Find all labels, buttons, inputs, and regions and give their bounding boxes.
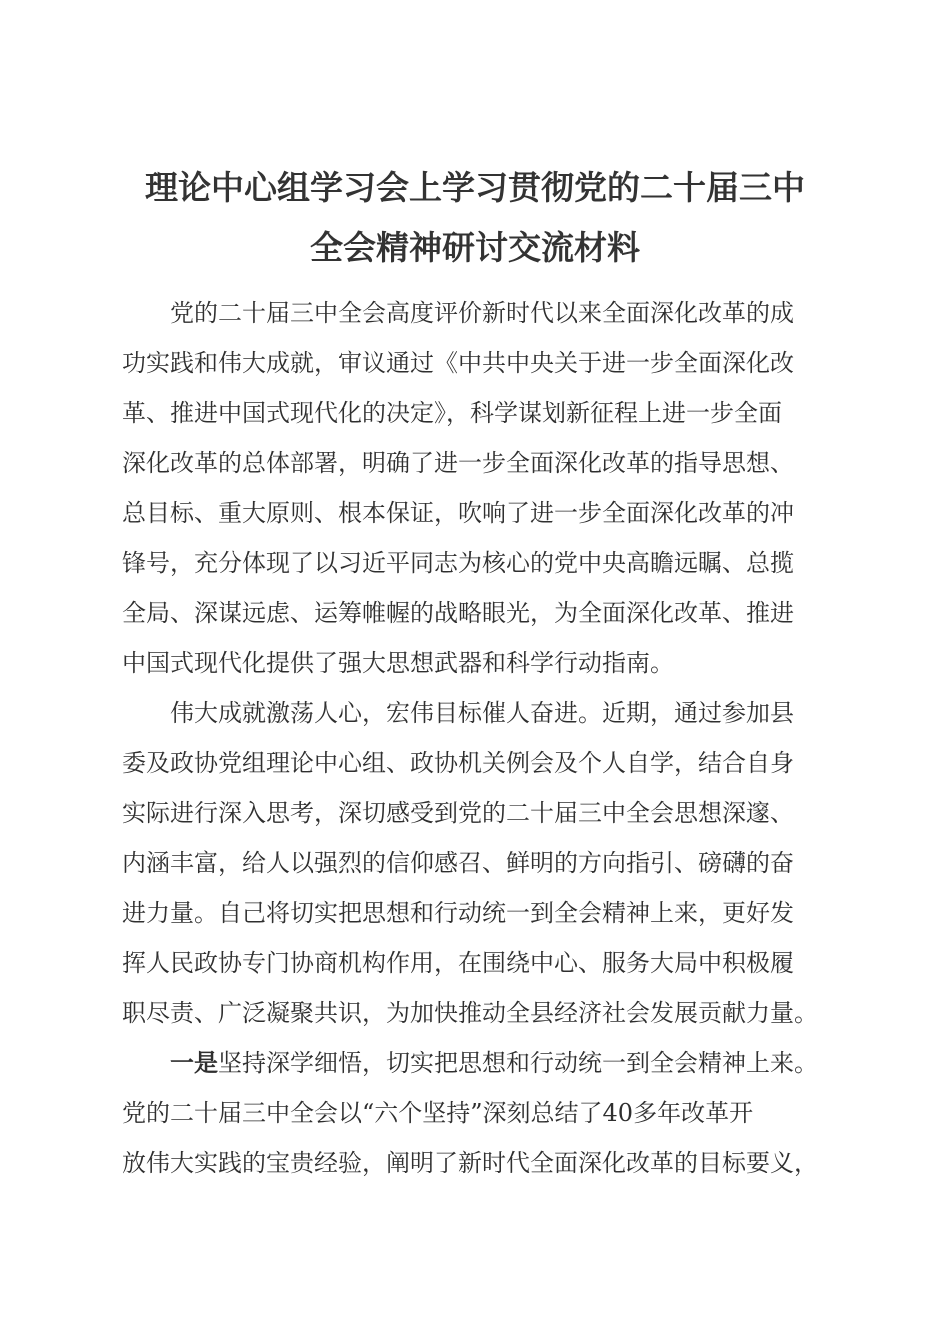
paragraph-3	[122, 1038, 834, 1188]
paragraph-line: 进力量。自己将切实把思想和行动统一到全会精神上来，更好发	[122, 899, 794, 927]
document-title	[100, 158, 850, 278]
paragraph-1	[122, 288, 834, 688]
paragraph-line: 中国式现代化提供了强大思想武器和科学行动指南。	[122, 649, 674, 677]
paragraph-line: 放伟大实践的宝贵经验，阐明了新时代全面深化改革的目标要义，	[122, 1149, 818, 1177]
paragraph-line: 实际进行深入思考，深切感受到党的二十届三中全会思想深邃、	[122, 799, 794, 827]
paragraph-line: 全局、深谋远虑、运筹帷幄的战略眼光，为全面深化改革、推进	[122, 599, 794, 627]
paragraph-2	[122, 688, 834, 1038]
paragraph-line: 内涵丰富，给人以强烈的信仰感召、鲜明的方向指引、磅礴的奋	[122, 849, 794, 877]
paragraph-line: 委及政协党组理论中心组、政协机关例会及个人自学，结合自身	[122, 749, 794, 777]
paragraph-line: 锋号，充分体现了以习近平同志为核心的党中央高瞻远瞩、总揽	[122, 549, 794, 577]
paragraph-line: 职尽责、广泛凝聚共识，为加快推动全县经济社会发展贡献力量。	[122, 999, 818, 1027]
document-body	[122, 288, 834, 1188]
paragraph-line: 挥人民政协专门协商机构作用，在围绕中心、服务大局中积极履	[122, 949, 794, 977]
paragraph-line: 深化改革的总体部署，明确了进一步全面深化改革的指导思想、	[122, 449, 794, 477]
paragraph-line: 革、推进中国式现代化的决定》，科学谋划新征程上进一步全面	[122, 399, 782, 427]
paragraph-line: 伟大成就激荡人心，宏伟目标催人奋进。近期，通过参加县	[170, 699, 794, 727]
paragraph-line: 功实践和伟大成就，审议通过《中共中央关于进一步全面深化改	[122, 349, 794, 377]
paragraph-lead-line	[122, 1038, 834, 1088]
lead-bold-text: 一是	[170, 1048, 218, 1077]
lead-rest-text: 坚持深学细悟，切实把思想和行动统一到全会精神上来。	[218, 1049, 818, 1077]
paragraph-line: 党的二十届三中全会以“六个坚持”深刻总结了40多年改革开	[122, 1099, 754, 1127]
title-line-2: 全会精神研讨交流材料	[310, 228, 640, 267]
title-line-1: 理论中心组学习会上学习贯彻党的二十届三中	[145, 168, 805, 207]
paragraph-line: 党的二十届三中全会高度评价新时代以来全面深化改革的成	[170, 299, 794, 327]
paragraph-line: 总目标、重大原则、根本保证，吹响了进一步全面深化改革的冲	[122, 499, 794, 527]
